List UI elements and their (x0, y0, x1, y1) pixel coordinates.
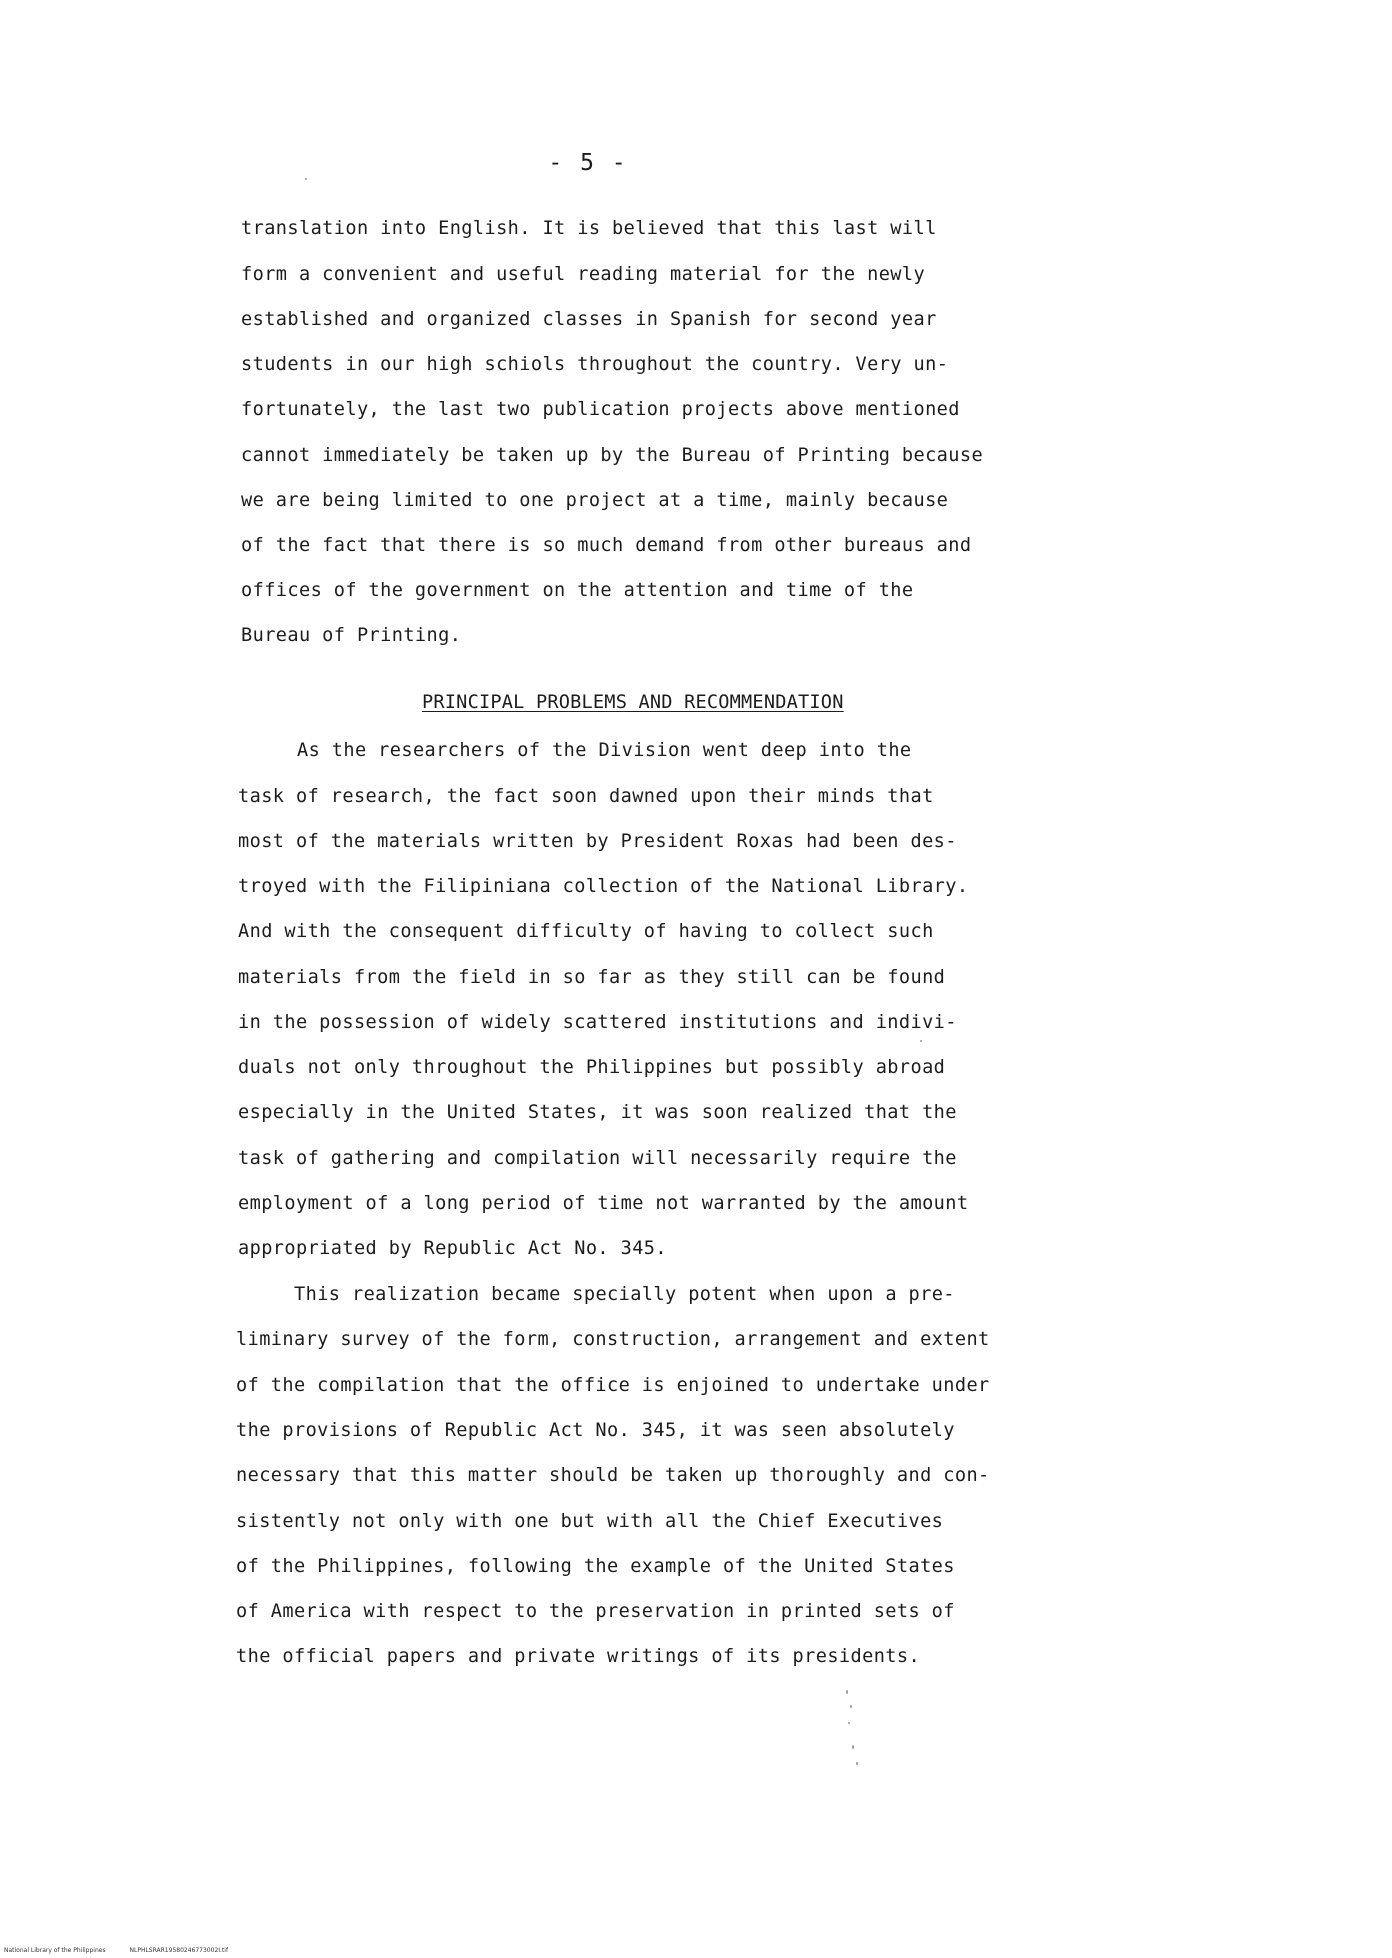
text-line: sistently not only with one but with all the Chief Executives (236, 1511, 944, 1532)
text-line: students in our high schiols throughout the country. Very un- (241, 354, 949, 375)
text-line: offices of the government on the attention and time of the (241, 580, 914, 601)
text-line: duals not only throughout the Philippines but possibly abroad (238, 1057, 946, 1078)
scan-speck (920, 1040, 922, 1042)
text-line: Bureau of Printing. (241, 625, 462, 646)
text-line: appropriated by Republic Act No. 345. (238, 1238, 667, 1259)
section-heading: PRINCIPAL PROBLEMS AND RECOMMENDATION (422, 692, 844, 713)
page-number: - 5 - (548, 150, 628, 176)
text-line: most of the materials written by President Roxas had been des- (238, 831, 957, 852)
text-line: As the researchers of the Division went deep into the (297, 740, 912, 761)
scan-speck (852, 1745, 854, 1749)
text-line: This realization became specially potent when upon a pre- (294, 1284, 955, 1305)
text-line: translation into English. It is believed that this last will (241, 218, 937, 239)
text-line: necessary that this matter should be taken up thoroughly and con- (236, 1465, 990, 1486)
text-line: we are being limited to one project at a time, mainly because (241, 490, 949, 511)
text-line: troyed with the Filipiniana collection of the National Library. (238, 876, 969, 897)
text-line: of America with respect to the preservation in printed sets of (236, 1601, 955, 1622)
text-line: fortunately, the last two publication projects above mentioned (241, 399, 960, 420)
scan-speck (846, 1690, 848, 1694)
text-line: And with the consequent difficulty of having to collect such (238, 921, 934, 942)
text-line: established and organized classes in Spanish for second year (241, 309, 937, 330)
text-line: task of research, the fact soon dawned upon their minds that (238, 786, 934, 807)
text-line: in the possession of widely scattered institutions and indivi- (238, 1012, 957, 1033)
text-line: task of gathering and compilation will necessarily require the (238, 1148, 957, 1169)
scan-speck (305, 178, 307, 180)
text-line: of the fact that there is so much demand from other bureaus and (241, 535, 972, 556)
text-line: the provisions of Republic Act No. 345, it was seen absolutely (236, 1420, 955, 1441)
footer-institution: National Library of the Philippines (4, 1947, 106, 1954)
footer-file-id: NLPHLSRAR19580246773002I.tif (129, 1947, 229, 1954)
scan-speck (856, 1762, 858, 1765)
text-line: of the compilation that the office is enjoined to undertake under (236, 1375, 990, 1396)
scan-speck (848, 1722, 850, 1724)
text-line: cannot immediately be taken up by the Bureau of Printing because (241, 445, 984, 466)
scan-speck (850, 1705, 852, 1708)
text-line: materials from the field in so far as they still can be found (238, 967, 946, 988)
text-line: employment of a long period of time not warranted by the amount (238, 1193, 969, 1214)
text-line: the official papers and private writings of its presidents. (236, 1646, 921, 1667)
text-line: of the Philippines, following the example of the United States (236, 1556, 955, 1577)
scan-footer (4, 1947, 228, 1954)
text-line: form a convenient and useful reading material for the newly (241, 264, 926, 285)
text-line: liminary survey of the form, construction, arrangement and extent (236, 1329, 990, 1350)
text-line: especially in the United States, it was soon realized that the (238, 1102, 957, 1123)
